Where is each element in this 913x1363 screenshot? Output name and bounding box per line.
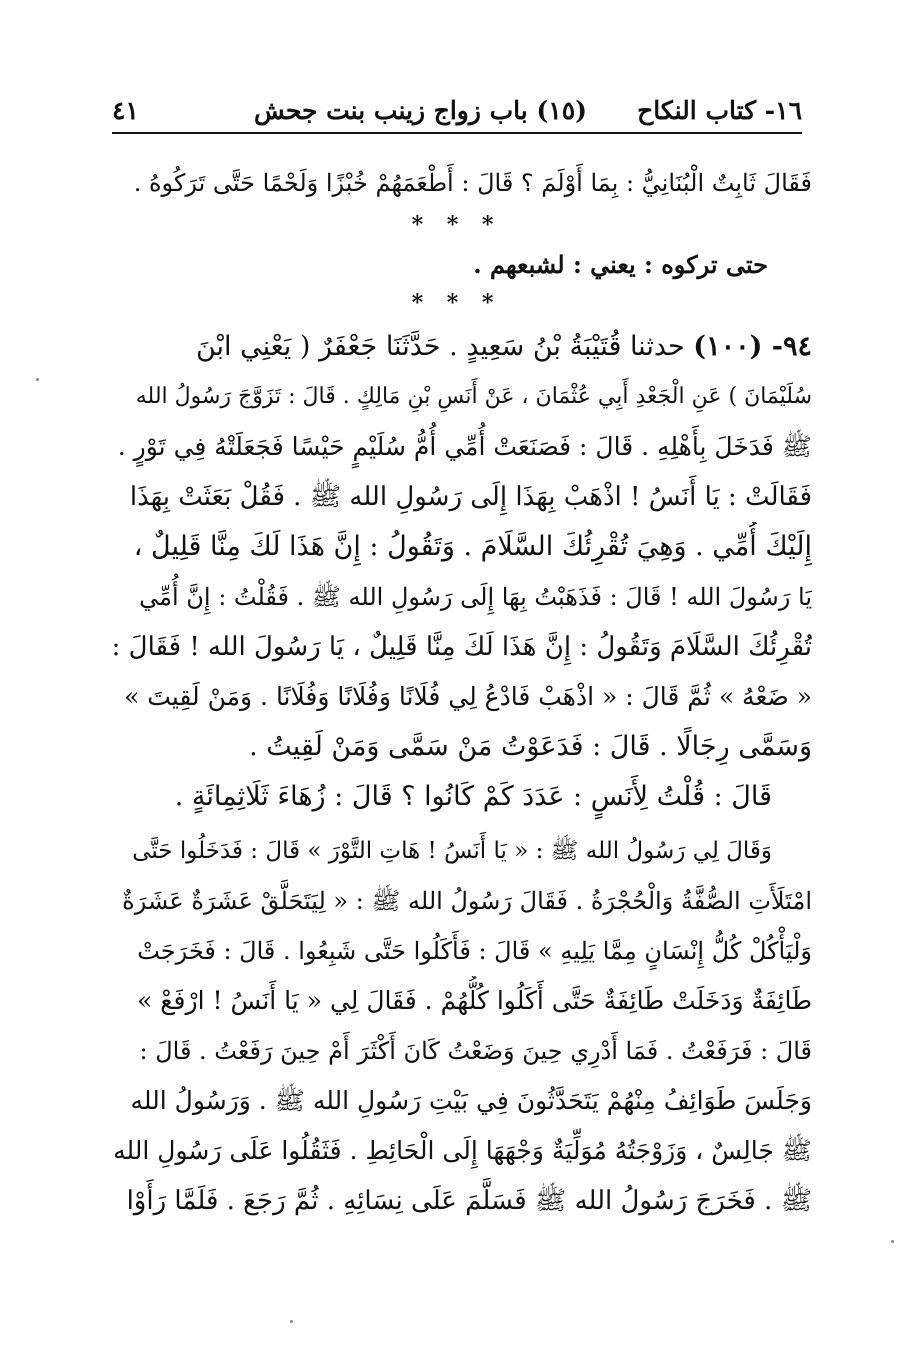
narrative-line: وَلْيَأْكُلْ كُلُّ إِنْسَانٍ مِمَّا يَلِيهِ » قَالَ : فَأَكَلُوا حَتَّى شَبِعُوا . قَالَ : فَخَرَجَتْ [137, 937, 812, 965]
question-paragraph [112, 772, 812, 822]
hadith-paragraph [112, 322, 812, 772]
scan-speck [891, 1240, 894, 1243]
hadith-line: ﷺ فَدَخَلَ بِأَهْلِهِ . قَالَ : فَصَنَعَتْ أُمِّي أُمُّ سُلَيْمٍ حَيْسًا فَجَعَلَتْهُ فِي تَوْرٍ . [117, 432, 812, 461]
explanatory-note: حتى تركوه : يعني : لشبعهم . [473, 250, 768, 279]
scan-speck [36, 378, 39, 381]
hadith-line: « ضَعْهُ » ثُمَّ قَالَ : « اذْهَبْ فَادْعُ لِي فُلَانًا وَفُلَانًا وَفُلَانًا . وَمَنْ لَقِيتَ » [124, 682, 812, 711]
intro-line: فَقَالَ ثَابِتٌ الْبُنَانِيُّ : بِمَا أَوْلَمَ ؟ قَالَ : أَطْعَمَهُمْ خُبْزًا وَلَحْمًا حَتَّى تَرَكُوهُ . [133, 169, 812, 197]
running-header [112, 92, 802, 134]
intro-paragraph [112, 158, 812, 208]
narrative-line: وَجَلَسَ طَوَائِفُ مِنْهُمْ يَتَحَدَّثُونَ فِي بَيْتِ رَسُولِ الله ﷺ . وَرَسُولُ الله [130, 1086, 812, 1115]
page-number: ٤١ [112, 96, 139, 125]
section-title: (١٥) باب زواج زينب بنت جحش [253, 96, 587, 125]
narrative-line: امْتَلَأَتِ الصُّفَّةُ وَالْحُجْرَةُ . فَقَالَ رَسُولُ الله ﷺ : « لِيَتَحَلَّقْ عَشَرَةٌ عَشَرَةٌ [122, 887, 812, 915]
narrative-line: ﷺ جَالِسٌ ، وَزَوْجَتُهُ مُوَلِّيَةٌ وَجْهَهَا إِلَى الْحَائِطِ . فَثَقُلُوا عَلَى رَسُولِ الله [113, 1136, 812, 1165]
narrative-paragraph [112, 826, 812, 1226]
narrative-line: طَائِفَةٌ وَدَخَلَتْ طَائِفَةٌ حَتَّى أَكَلُوا كُلُّهُمْ . فَقَالَ لِي « يَا أَنَسُ ! ارْفَعْ » [137, 986, 812, 1015]
chapter-title: ١٦- كتاب النكاح [637, 96, 802, 125]
separator-stars: * * * [411, 290, 502, 316]
hadith-line: تُقْرِئُكَ السَّلَامَ وَتَقُولُ : إِنَّ هَذَا لَكَ مِنَّا قَلِيلٌ ، يَا رَسُولَ الله ! فَقَالَ : [112, 632, 812, 662]
hadith-line: فَقَالَتْ : يَا أَنَسُ ! اذْهَبْ بِهَذَا إِلَى رَسُولِ الله ﷺ . فَقُلْ بَعَثَتْ بِهَذَا [129, 482, 812, 512]
hadith-line: يَا رَسُولَ الله ! قَالَ : فَذَهَبْتُ بِهَا إِلَى رَسُولِ الله ﷺ . فَقُلْتُ : إِنَّ أُمِّي [139, 583, 812, 611]
hadith-number: ٩٤- (١٠٠) [693, 331, 812, 362]
hadith-line: سُلَيْمَانَ ) عَنِ الْجَعْدِ أَبِي عُثْمَانَ ، عَنْ أَنَسِ بْنِ مَالِكٍ . قَالَ : تَزَوَّجَ رَسُولُ الله [135, 384, 812, 409]
scan-speck [290, 1320, 293, 1323]
hadith-text: حدثنا قُتَيْبَةُ بْنُ سَعِيدٍ . حَدَّثَنَا جَعْفَرٌ ( يَعْنِي ابْنَ [195, 331, 685, 362]
narrative-line: وَقَالَ لِي رَسُولُ الله ﷺ : « يَا أَنَسُ ! هَاتِ التَّوْرَ » قَالَ : فَدَخَلُوا حَتَّى [132, 838, 772, 864]
separator-stars: * * * [411, 212, 502, 238]
narrative-line: ﷺ . فَخَرَجَ رَسُولُ الله ﷺ فَسَلَّمَ عَلَى نِسَائِهِ . ثُمَّ رَجَعَ . فَلَمَّا رَأَوْا [126, 1186, 812, 1216]
hadith-line: وَسَمَّى رِجَالًا . قَالَ : فَدَعَوْتُ مَنْ سَمَّى وَمَنْ لَقِيتُ . [249, 731, 812, 762]
hadith-line: إِلَيْكَ أُمِّي . وَهِيَ تُقْرِئُكَ السَّلَامَ . وَتَقُولُ : إِنَّ هَذَا لَكَ مِنَّا قَلِيلٌ ، [133, 531, 812, 562]
narrative-line: قَالَ : فَرَفَعْتُ . فَمَا أَدْرِي حِينَ وَضَعْتُ كَانَ أَكْثَرَ أَمْ حِينَ رَفَعْتُ . قَالَ : [139, 1037, 812, 1065]
question-line: قَالَ : قُلْتُ لِأَنَسٍ : عَدَدَ كَمْ كَانُوا ؟ قَالَ : زُهَاءَ ثَلَاثِمِائَةٍ . [174, 781, 772, 812]
hadith-line [112, 322, 812, 372]
